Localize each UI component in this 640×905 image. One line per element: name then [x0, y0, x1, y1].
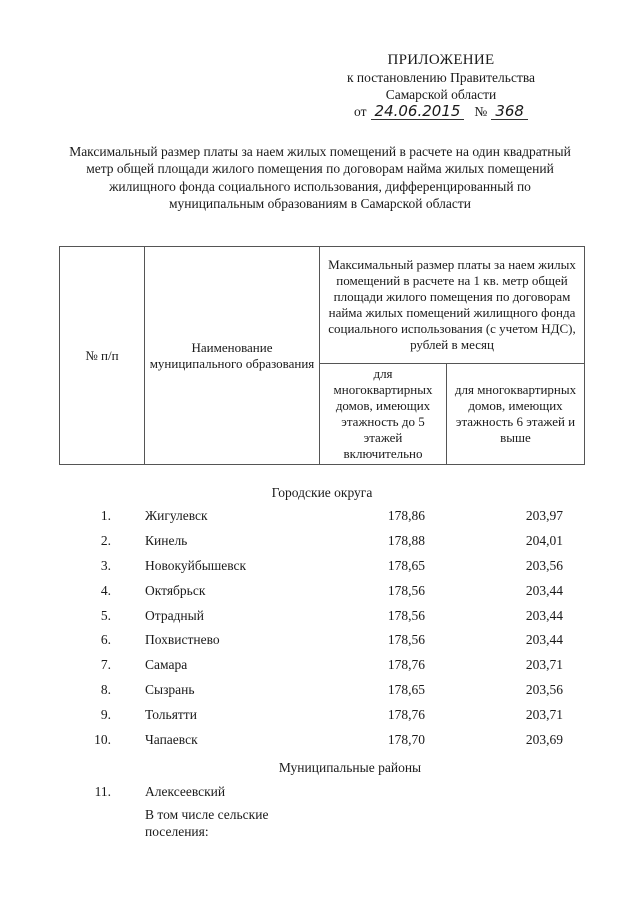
row-value-6-floors-and-above: 203,44 — [525, 582, 563, 598]
row-name: Отрадный — [145, 607, 204, 623]
table-row — [59, 657, 585, 682]
row-name: Кинель — [145, 532, 188, 548]
row-number: 7. — [100, 657, 111, 673]
row-name: Октябрьск — [145, 582, 206, 598]
header-name: Наименование муниципального образования — [145, 247, 320, 465]
row-value-6-floors-and-above: 204,01 — [525, 532, 563, 548]
row-value-up-to-5-floors: 178,65 — [387, 682, 425, 698]
table-row — [59, 558, 585, 583]
row-value-6-floors-and-above: 203,71 — [525, 707, 563, 723]
date-prefix: от — [354, 104, 367, 119]
table-row — [59, 707, 585, 732]
header-col-up-to-5-floors: для многоквартирных домов, имеющих этажность до 5 этажей включительно — [320, 364, 447, 465]
table-row — [59, 732, 585, 757]
row-name: Алексеевский — [145, 784, 226, 799]
row-number: 2. — [100, 532, 111, 548]
row-value-6-floors-and-above: 203,56 — [525, 557, 563, 573]
row-value-6-floors-and-above: 203,44 — [525, 607, 563, 623]
row-value-up-to-5-floors: 178,70 — [387, 732, 425, 748]
row-number: 4. — [100, 582, 111, 598]
appendix-line-1: к постановлению Правительства — [346, 70, 536, 85]
row-name: Чапаевск — [145, 732, 198, 748]
row-value-up-to-5-floors: 178,88 — [387, 532, 425, 548]
handwritten-number: 368 — [491, 103, 528, 120]
appendix-title: ПРИЛОЖЕНИЕ — [387, 52, 495, 68]
row-value-up-to-5-floors: 178,56 — [387, 607, 425, 623]
table-row — [59, 533, 585, 558]
row-name: Жигулевск — [145, 508, 208, 523]
row-name: Тольятти — [145, 707, 197, 723]
row-number: 10. — [94, 732, 111, 748]
table-header — [59, 246, 585, 465]
row-value-up-to-5-floors: 178,65 — [387, 557, 425, 573]
row-value-up-to-5-floors: 178,76 — [387, 707, 425, 723]
row-number: 9. — [100, 707, 111, 723]
number-prefix: № — [474, 104, 488, 119]
row-number: 11. — [94, 784, 111, 799]
table-row — [59, 608, 585, 633]
document-title: Максимальный размер платы за наем жилых помещений в расчете на один квадратный метр общей площади жилого помещения по договорам найма жилых помещений жилищного фонда социального использования, дифференцированный по муниципальным образованиям в Самарской области — [69, 144, 571, 212]
table-row — [59, 583, 585, 608]
appendix-line-2: Самарской области — [385, 87, 497, 102]
row-name: Похвистнево — [145, 632, 220, 648]
header-col-6-floors-and-above: для многоквартирных домов, имеющих этажность 6 этажей и выше — [447, 364, 585, 465]
row-number: 8. — [100, 682, 111, 698]
rural-settlements-note: В том числе сельские поселения: — [145, 807, 269, 839]
row-value-6-floors-and-above: 203,97 — [525, 508, 563, 523]
section-city-districts: Городские округа — [271, 485, 373, 500]
header-max-fee: Максимальный размер платы за наем жилых помещений в расчете на 1 кв. метр общей площади жилого помещения по договорам найма жилых помещений жилищного фонда социального использования (с учетом НДС), рублей в месяц — [320, 247, 585, 364]
table-row — [59, 632, 585, 657]
handwritten-date: 24.06.2015 — [371, 103, 465, 120]
appendix-date-line — [326, 103, 556, 120]
row-value-6-floors-and-above: 203,71 — [525, 657, 563, 673]
row-number: 3. — [100, 557, 111, 573]
row-value-6-floors-and-above: 203,44 — [525, 632, 563, 648]
table-row — [59, 682, 585, 707]
row-name: Сызрань — [145, 682, 195, 698]
row-number: 1. — [100, 508, 111, 523]
data-rows — [59, 508, 585, 757]
section-municipal-districts: Муниципальные районы — [278, 760, 422, 775]
row-name: Новокуйбышевск — [145, 557, 247, 573]
row-value-up-to-5-floors: 178,86 — [387, 508, 425, 523]
table-row — [59, 508, 585, 533]
row-value-up-to-5-floors: 178,76 — [387, 657, 425, 673]
row-number: 5. — [100, 607, 111, 623]
row-value-6-floors-and-above: 203,56 — [525, 682, 563, 698]
row-number: 6. — [100, 632, 111, 648]
row-value-6-floors-and-above: 203,69 — [525, 732, 563, 748]
header-number: № п/п — [60, 247, 145, 465]
appendix-block — [326, 52, 556, 120]
row-name: Самара — [145, 657, 188, 673]
row-value-up-to-5-floors: 178,56 — [387, 632, 425, 648]
row-value-up-to-5-floors: 178,56 — [387, 582, 425, 598]
